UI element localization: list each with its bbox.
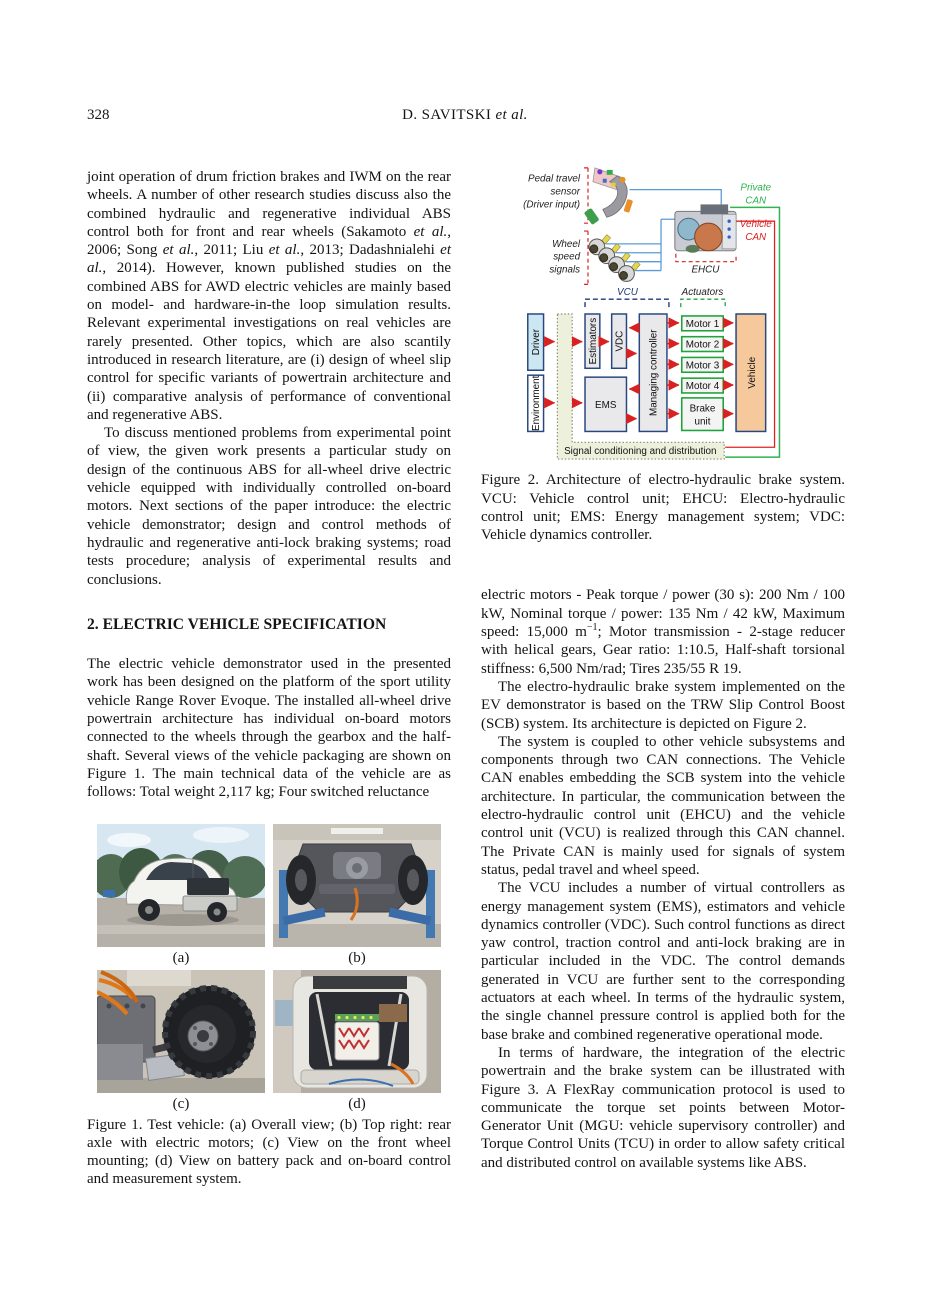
page-number: 328 xyxy=(87,107,110,123)
figure1-label-d: (d) xyxy=(348,1095,366,1112)
ehcu-image xyxy=(675,204,736,252)
driver-box-label: Driver xyxy=(531,328,543,356)
pedal-assembly-image xyxy=(584,168,633,225)
body-paragraph: The VCU includes a number of virtual controllers as energy management system (EMS), estimators and vehicle dynamics controller (VDC). Such control functions as direct yaw control, traction control and anti-lock braking are in particular included in the VDC. The control demands generated in VCU are further sent to the corresponding actuators at each wheel. In terms of the hydraulic system, the single channel pressure control is applied both for the base brake and combined regenerative operational mode. xyxy=(481,880,845,1043)
wheel-speed-label-2: speed xyxy=(553,251,581,263)
vehicle-can-label: Vehicle xyxy=(739,219,772,231)
right-column-text xyxy=(481,586,845,1172)
ehcu-bracket xyxy=(676,254,736,262)
section-heading: 2. ELECTRIC VEHICLE SPECIFICATION xyxy=(87,615,387,633)
figure1-photo-c xyxy=(97,970,265,1093)
running-header xyxy=(87,107,843,129)
signal-conditioning-label: Signal conditioning and distribution xyxy=(564,446,717,458)
managing-controller-box-label: Managing controller xyxy=(648,329,660,417)
figure1-photo-grid-2 xyxy=(97,970,441,1093)
environment-box-label: Environment xyxy=(531,375,543,431)
vcu-bracket xyxy=(585,299,669,307)
body-paragraph: The electric vehicle demonstrator used in the presented work has been designed on the platform of the sport utility vehicle Range Rover Evoque. The installed all-wheel drive powertrain architecture has individual on-board motors connected to the wheels through the gearbox and the half-shaft. Several views of the vehicle packaging are shown on Figure 1. The main technical data of the vehicle are as follows: Total weight 2,117 kg; Four switched reluctance xyxy=(87,656,451,801)
figure1-photo-b xyxy=(273,824,441,947)
figure1-photo-d xyxy=(273,970,441,1093)
brake-unit-box-label-2: unit xyxy=(694,416,711,428)
figure2 xyxy=(481,160,845,544)
motor1-box-label: Motor 1 xyxy=(685,318,720,330)
pedal-travel-sensor-label: Pedal travel xyxy=(528,173,581,185)
figure1-photo-a xyxy=(97,824,265,947)
wheel-speed-label-3: signals xyxy=(549,264,581,276)
vcu-label: VCU xyxy=(617,287,638,299)
motor4-box-label: Motor 4 xyxy=(685,381,720,393)
wheel-bracket xyxy=(584,231,588,284)
body-paragraph: The system is coupled to other vehicle subsystems and components through two CAN connections. The Vehicle CAN enables embedding the SCB system into the vehicle architecture. In particular, the communication between the electro-hydraulic control unit (EHCU) and the vehicle control unit (VCU) is realized through this CAN channel. The Private CAN is mainly used for signals of system status, pedal travel and wheel speed. xyxy=(481,733,845,878)
vehicle-box-label: Vehicle xyxy=(746,356,758,389)
ehcu-label: EHCU xyxy=(691,264,720,276)
figure1-label-a: (a) xyxy=(172,949,190,966)
pedal-travel-sensor-label-3: (Driver input) xyxy=(523,199,581,211)
vehicle-can-label-2: CAN xyxy=(745,231,767,243)
body-paragraph: In terms of hardware, the integration of the electric powertrain and the brake system can be illustrated with Figure 3. A FlexRay communication protocol is used to communicate the torque set points between Motor-Generator Unit (MGU: vehicle supervisory controller) and Torque Control Units (TCU) in order to allow safety critical and distributed control on available systems like ABS. xyxy=(481,1044,845,1171)
actuators-label: Actuators xyxy=(681,287,724,299)
running-head-title: D. SAVITSKI et al. xyxy=(402,107,528,123)
figure1-label-b: (b) xyxy=(348,949,366,966)
motor3-box-label: Motor 3 xyxy=(685,360,720,372)
wheel-speed-sensors-image xyxy=(589,235,640,282)
body-paragraph: electric motors - Peak torque / power (30 s): 200 Nm / 100 kW, Nominal torque / power: 135 Nm / 42 kW, Maximum speed: 15,000 $m^{-1}$; Motor transmission - 2-stage reducer with helical gears, Gear ratio: 1:10.5, Half-shaft torsional stiffness: 6,500 Nm/rad; Tires 235/55 R 19. xyxy=(481,587,845,677)
right-column xyxy=(481,160,845,1172)
ems-box-label: EMS xyxy=(595,399,617,411)
figure2-diagram xyxy=(481,160,845,466)
body-paragraph: joint operation of drum friction brakes and IWM on the rear wheels. A number of other research studies discuss also the combined hydraulic and regenerative individual ABS control both for front and rear wheels (Sakamoto et al., 2006; Song et al., 2011; Liu et al., 2013; Dadashnialehi et al., 2014). However, known published studies on the combined ABS for AWD electric vehicles are mainly based on model- and hardware-in-the loop simulation results. Relevant experimental investigations on real vehicles are rarely presented. Other topics, which are also scantily introduced in research literature, are (i) design of wheel slip control for specific variants of powertrain architecture and (ii) comparative analysis of performance of conventional and regenerative ABS. xyxy=(87,169,451,423)
body-paragraph: The electro-hydraulic brake system implemented on the EV demonstrator is based on the TRW Slip Control Boost (SCB) system. Its architecture is depicted on Figure 2. xyxy=(481,678,845,732)
figure1-label-row-2 xyxy=(97,1093,441,1116)
figure1-label-c: (c) xyxy=(172,1095,190,1112)
vdc-box-label: VDC xyxy=(614,330,626,352)
pedal-travel-sensor-label-2: sensor xyxy=(550,186,581,198)
figure1 xyxy=(97,824,441,1116)
estimators-box-label: Estimators xyxy=(587,317,599,365)
left-column xyxy=(87,168,451,1189)
figure1-photo-grid xyxy=(97,824,441,947)
actuators-bracket xyxy=(681,299,725,307)
private-can-label: Private xyxy=(740,182,772,194)
motor2-box-label: Motor 2 xyxy=(685,339,720,351)
figure1-caption: Figure 1. Test vehicle: (a) Overall view; (b) Top right: rear axle with electric motors; (c) View on the front wheel mounting; (d) View on battery pack and on-board control and measurement system. xyxy=(87,1116,451,1188)
figure1-label-row xyxy=(97,947,441,970)
private-can-label-2: CAN xyxy=(745,195,767,207)
body-paragraph: To discuss mentioned problems from experimental point of view, the given work presents a particular study on design of the continuous ABS for all-wheel drive electric vehicle equipped with individually controlled on-board motors. Next sections of the paper introduce: the electric vehicle demonstrator; design and control methods of hydraulic and regenerative anti-lock braking systems; road tests procedure; analysis of experimental results and conclusions. xyxy=(87,425,451,588)
wheel-speed-label: Wheel xyxy=(552,238,581,250)
brake-unit-box-label: Brake xyxy=(689,403,716,415)
figure2-caption: Figure 2. Architecture of electro-hydraulic brake system. VCU: Vehicle control unit; EHCU: Electro-hydraulic control unit; EMS: Energy management system; VDC: Vehicle dynamics controller. xyxy=(481,472,845,544)
